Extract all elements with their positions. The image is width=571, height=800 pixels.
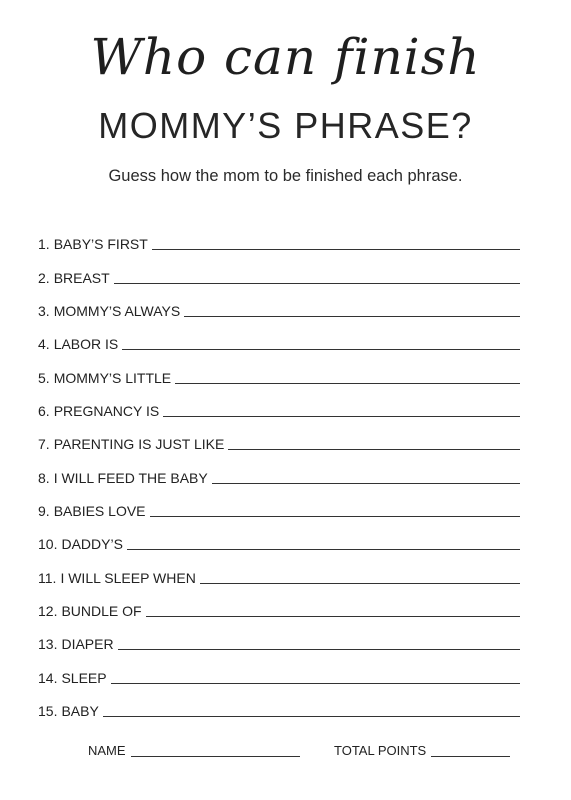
phrase-text: BUNDLE OF <box>61 603 142 620</box>
total-points-field <box>334 742 510 760</box>
phrase-item <box>38 322 520 355</box>
phrase-text: BREAST <box>53 269 110 286</box>
phrase-number: 15. <box>38 703 58 720</box>
answer-blank[interactable] <box>114 269 520 284</box>
phrase-number: 12. <box>38 603 58 620</box>
answer-blank[interactable] <box>163 402 520 417</box>
total-points-label: TOTAL POINTS <box>334 743 427 758</box>
phrase-text: DIAPER <box>61 636 114 653</box>
phrase-item <box>38 422 520 455</box>
phrase-item <box>38 522 520 555</box>
phrase-number: 10. <box>38 536 58 553</box>
phrase-number: 14. <box>38 669 58 686</box>
phrase-item <box>38 689 520 722</box>
phrase-text: I WILL FEED THE BABY <box>53 469 208 486</box>
phrase-text: MOMMY’S LITTLE <box>53 369 172 386</box>
answer-blank[interactable] <box>152 235 520 250</box>
phrase-number: 4. <box>38 336 50 353</box>
answer-blank[interactable] <box>103 702 520 717</box>
answer-blank[interactable] <box>111 669 520 684</box>
answer-blank[interactable] <box>184 302 520 317</box>
answer-blank[interactable] <box>150 502 520 517</box>
phrase-number: 8. <box>38 469 50 486</box>
phrase-number: 13. <box>38 636 58 653</box>
phrase-text: SLEEP <box>61 669 107 686</box>
name-label: NAME <box>88 743 126 758</box>
phrase-number: 2. <box>38 269 50 286</box>
phrase-item <box>38 655 520 688</box>
phrase-text: PARENTING IS JUST LIKE <box>53 436 225 453</box>
phrase-text: PREGNANCY IS <box>53 403 160 420</box>
script-title: Who can finish <box>90 28 481 86</box>
phrase-text: LABOR IS <box>53 336 119 353</box>
answer-blank[interactable] <box>122 335 520 350</box>
answer-blank[interactable] <box>212 469 520 484</box>
total-points-blank[interactable] <box>431 742 510 757</box>
main-title: MOMMY’S PHRASE? <box>98 105 473 146</box>
phrase-text: BABY <box>61 703 99 720</box>
phrase-item <box>38 489 520 522</box>
name-blank[interactable] <box>131 742 300 757</box>
phrase-item <box>38 355 520 388</box>
answer-blank[interactable] <box>127 535 520 550</box>
answer-blank[interactable] <box>175 369 520 384</box>
answer-blank[interactable] <box>118 635 520 650</box>
phrase-item <box>38 555 520 588</box>
answer-blank[interactable] <box>228 435 520 450</box>
answer-blank[interactable] <box>200 569 520 584</box>
phrase-text: BABY’S FIRST <box>53 236 148 253</box>
phrase-item <box>38 455 520 488</box>
phrase-number: 9. <box>38 503 50 520</box>
instructions-text: Guess how the mom to be finished each phrase. <box>108 167 463 185</box>
name-field <box>88 742 300 760</box>
phrase-item <box>38 589 520 622</box>
phrase-text: BABIES LOVE <box>53 503 146 520</box>
phrase-item <box>38 389 520 422</box>
phrase-list <box>38 222 520 722</box>
phrase-text: MOMMY’S ALWAYS <box>53 303 181 320</box>
phrase-number: 6. <box>38 403 50 420</box>
footer <box>0 742 571 766</box>
phrase-number: 11. <box>38 569 57 586</box>
phrase-number: 7. <box>38 436 50 453</box>
phrase-item <box>38 255 520 288</box>
phrase-text: I WILL SLEEP WHEN <box>60 569 196 586</box>
answer-blank[interactable] <box>146 602 520 617</box>
phrase-number: 3. <box>38 303 50 320</box>
phrase-text: DADDY’S <box>61 536 123 553</box>
phrase-item <box>38 222 520 255</box>
phrase-item <box>38 622 520 655</box>
phrase-number: 5. <box>38 369 50 386</box>
phrase-number: 1. <box>38 236 50 253</box>
phrase-item <box>38 289 520 322</box>
